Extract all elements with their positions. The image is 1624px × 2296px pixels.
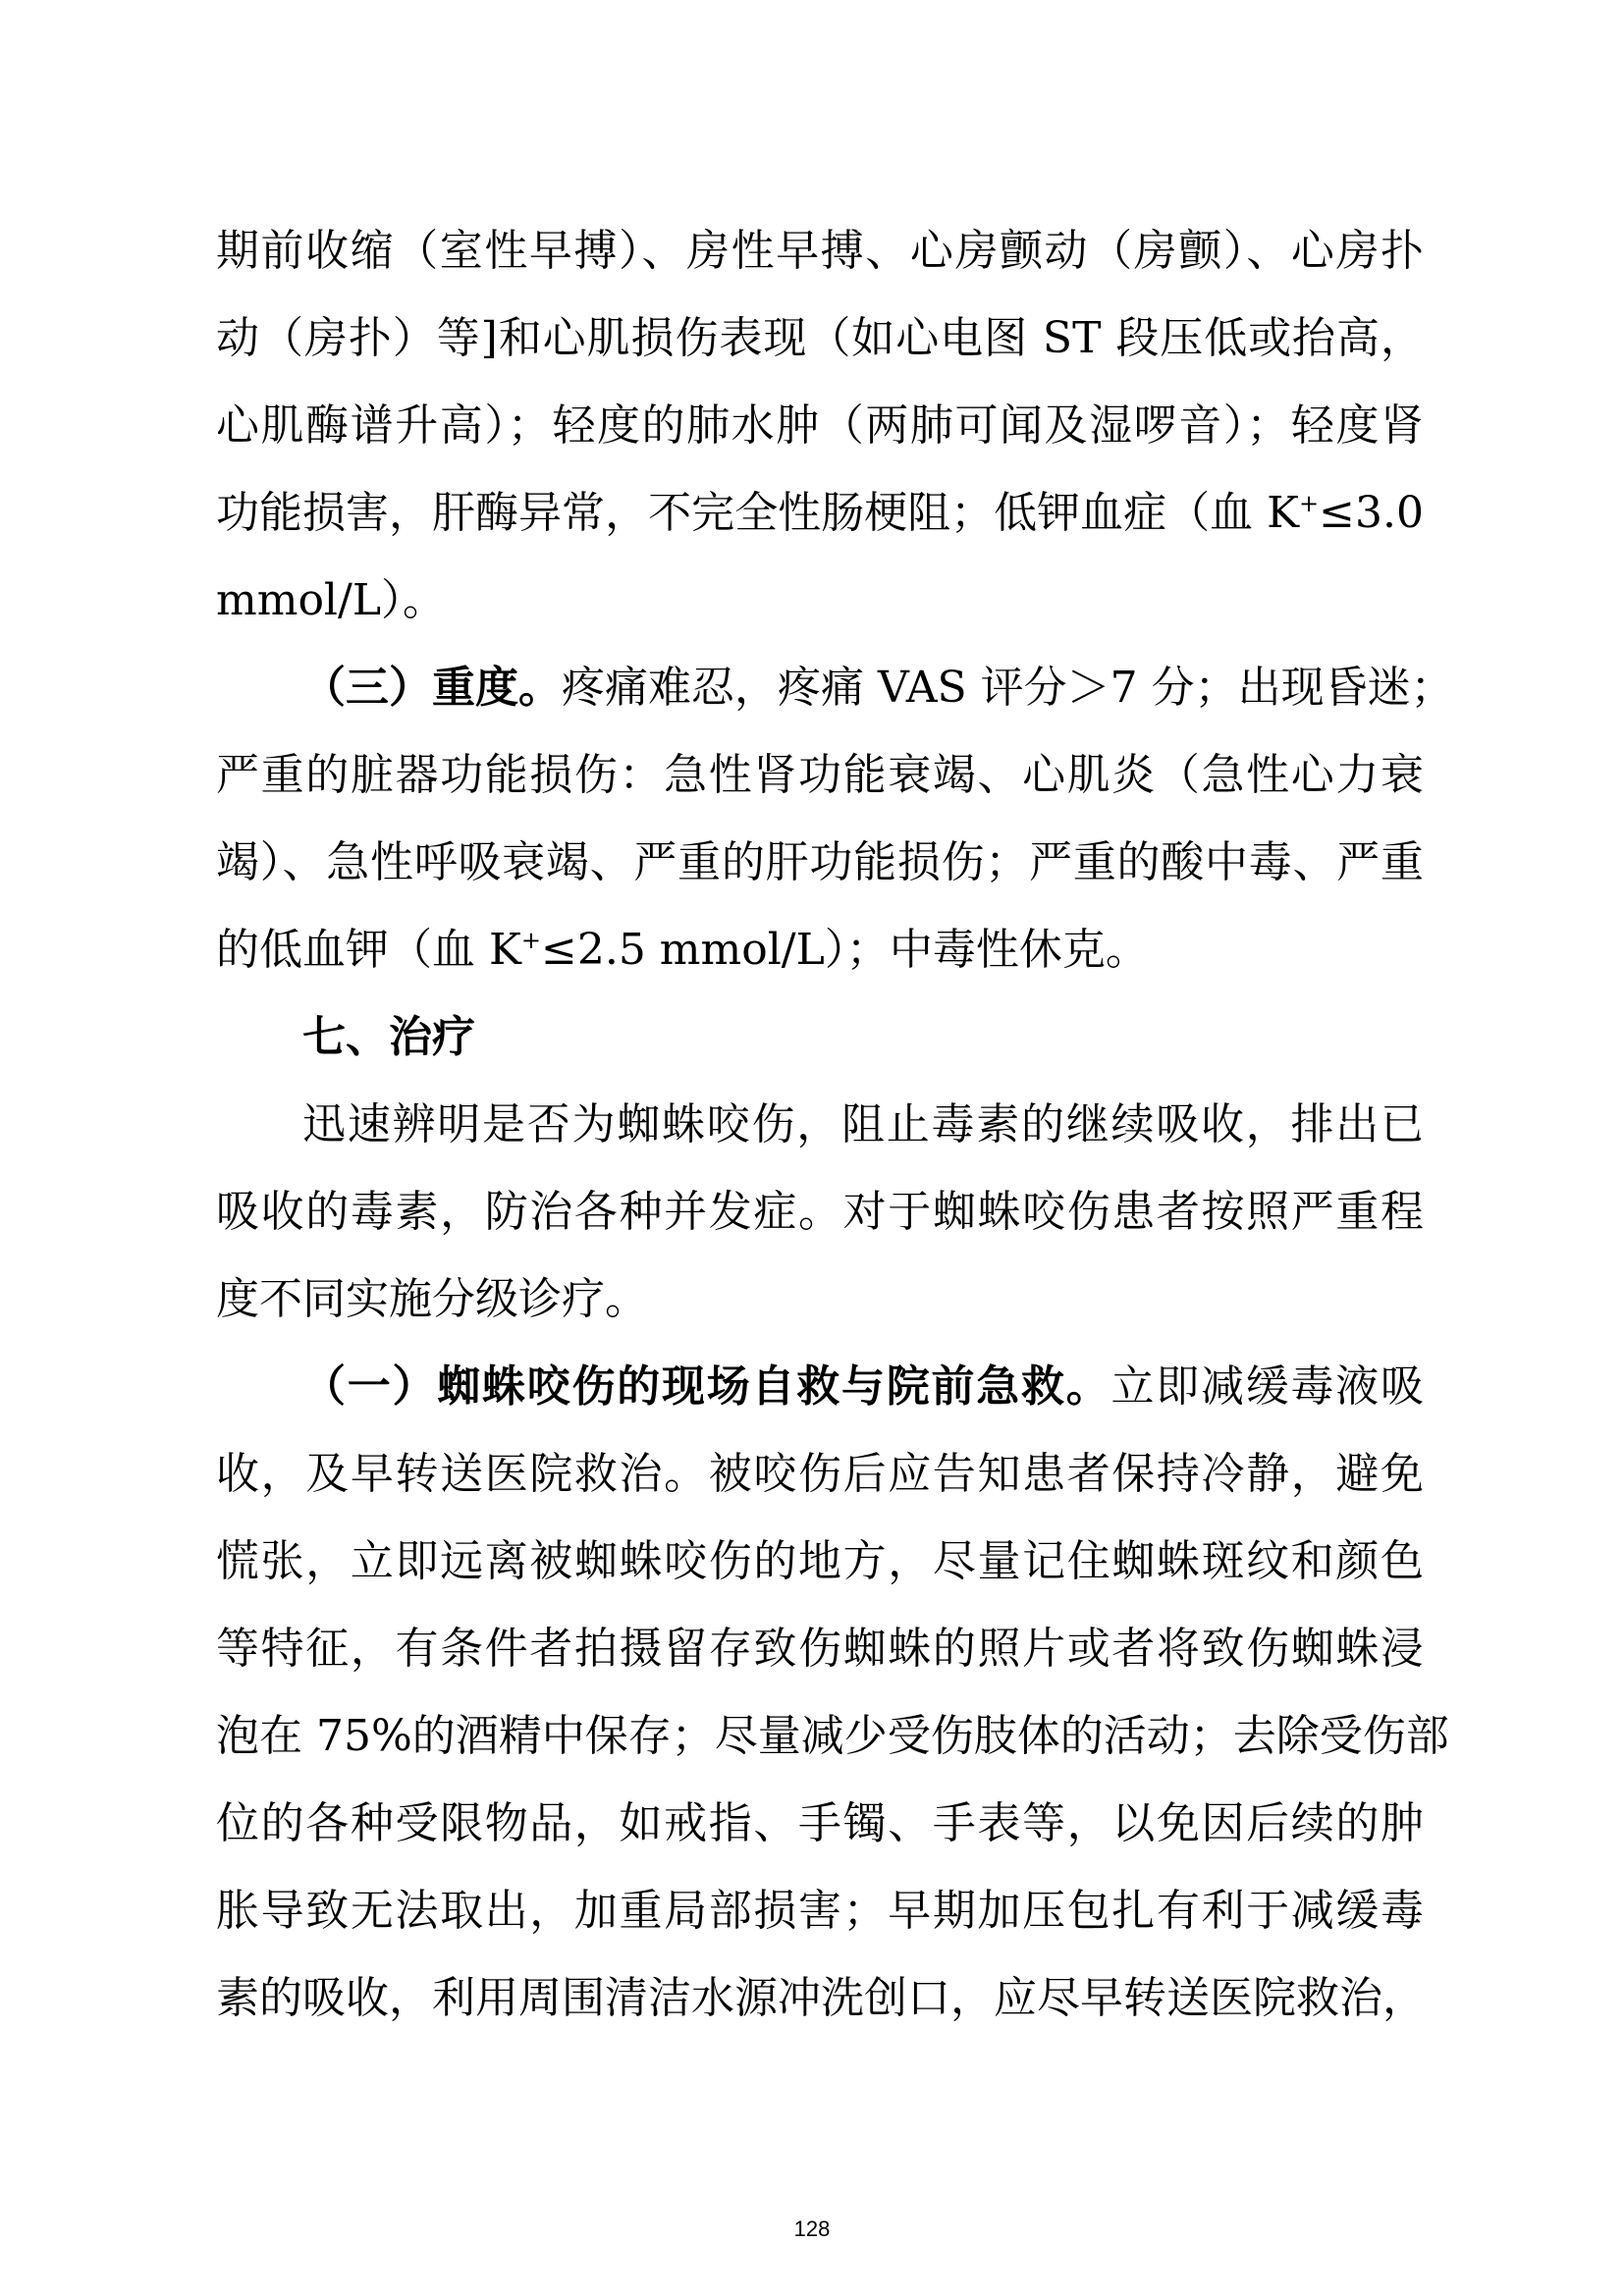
paragraph-line: 慌张，立即远离被蜘蛛咬伤的地方，尽量记住蜘蛛斑纹和颜色 [216,1536,1424,1586]
paragraph-line: 吸收的毒素，防治各种并发症。对于蜘蛛咬伤患者按照严重程 [216,1187,1424,1237]
paragraph-line: 收，及早转送医院救治。被咬伤后应告知患者保持冷静，避免 [216,1449,1424,1499]
paragraph-line [216,484,1424,571]
paragraph-line: 素的吸收，利用周围清洁水源冲洗创口，应尽早转送医院救治， [216,1973,1426,2023]
text-run: ≤2.5 mmol/L）；中毒性休克。 [540,925,1149,975]
superscript-plus: + [520,927,541,954]
paragraph-line: 动（房扑）等]和心肌损伤表现（如心电图 ST 段压低或抬高， [216,313,1424,363]
text-run: 的低血钾（血 K [216,925,521,975]
paragraph-line [216,921,1424,1008]
paragraph-line: 竭）、急性呼吸衰竭、严重的肝功能损伤；严重的酸中毒、严重 [216,837,1424,887]
paragraph-line: 胀导致无法取出，加重局部损害；早期加压包扎有利于减缓毒 [216,1886,1424,1936]
paragraph-line: 迅速辨明是否为蜘蛛咬伤，阻止毒素的继续吸收，排出已 [302,1099,1424,1149]
subsection-lead-severe: （三）重度。 [302,663,562,713]
paragraph-line: 严重的脏器功能损伤：急性肾功能衰竭、心肌炎（急性心力衰 [216,750,1424,800]
paragraph-line: 位的各种受限物品，如戒指、手镯、手表等，以免因后续的肿 [216,1798,1424,1848]
page-number: 128 [793,2216,831,2241]
paragraph-line: 泡在 75%的酒精中保存；尽量减少受伤肢体的活动；去除受伤部 [216,1711,1449,1761]
paragraph-line: mmol/L）。 [216,575,447,625]
text-run: 疼痛难忍，疼痛 VAS 评分＞7 分；出现昏迷； [562,663,1454,713]
paragraph-line: 度不同实施分级诊疗。 [216,1274,648,1324]
paragraph-line: 期前收缩（室性早搏）、房性早搏、心房颤动（房颤）、心房扑 [216,226,1424,276]
superscript-plus: + [1299,490,1320,517]
paragraph-line [216,1358,1424,1445]
paragraph-line: 等特征，有条件者拍摄留存致伤蜘蛛的照片或者将致伤蜘蛛浸 [216,1624,1424,1674]
paragraph-line: 心肌酶谱升高）；轻度的肺水肿（两肺可闻及湿啰音）；轻度肾 [216,400,1424,451]
document-body [216,222,1454,2056]
section-heading-treatment: 七、治疗 [302,1012,475,1062]
text-run: 立即减缓毒液吸 [1110,1362,1424,1412]
subsection-lead-first-aid: （一）蜘蛛咬伤的现场自救与院前急救。 [302,1362,1111,1412]
text-run: 功能损害，肝酶异常，不完全性肠梗阻；低钾血症（血 K [216,488,1300,538]
paragraph-line [216,659,1454,746]
text-run: ≤3.0 [1319,488,1424,538]
